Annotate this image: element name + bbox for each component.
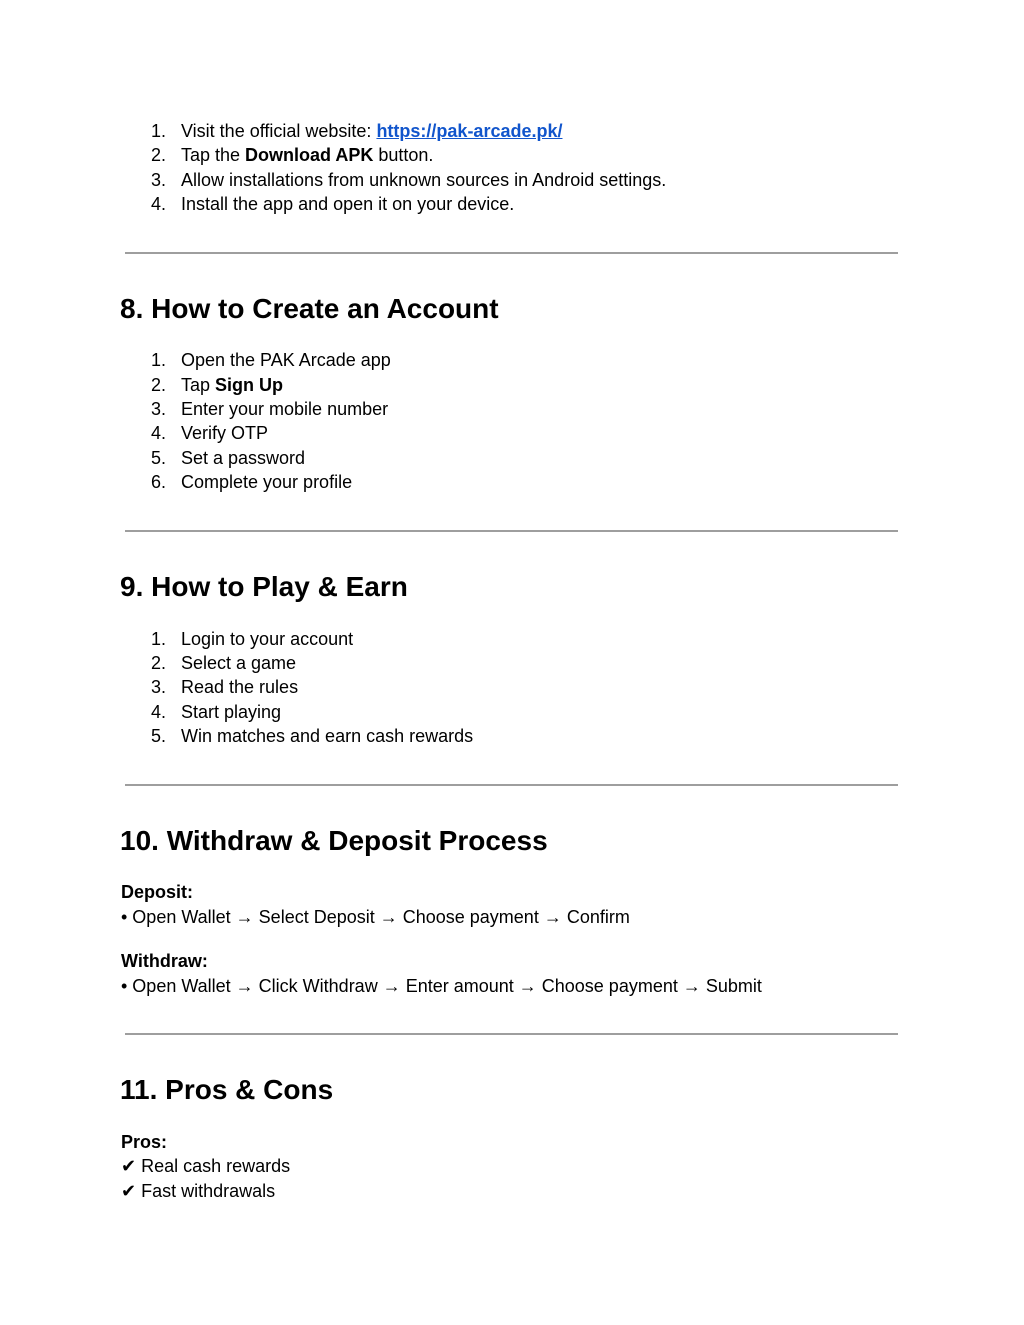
item-text: Complete your profile — [181, 472, 353, 492]
item-text: Login to your account — [181, 629, 354, 649]
item-text-pre: Visit the official website: — [181, 121, 377, 141]
pros-item: ✔ Fast withdrawals — [121, 1181, 276, 1201]
item-number: 3. — [151, 677, 167, 697]
section-heading: 10. Withdraw & Deposit Process — [120, 825, 548, 856]
item-number: 5. — [151, 726, 167, 746]
item-text — [181, 143, 433, 167]
item-text: Verify OTP — [181, 423, 269, 443]
withdraw-label: Withdraw: — [121, 951, 208, 971]
divider — [125, 252, 898, 254]
item-number: 4. — [151, 423, 167, 443]
item-number: 1. — [151, 121, 167, 141]
item-text: Install the app and open it on your device. — [181, 194, 515, 214]
withdraw-flow: • Open Wallet → Click Withdraw → Enter amount → Choose payment → Submit — [121, 976, 762, 996]
section-heading: 9. How to Play & Earn — [120, 571, 408, 602]
item-text-post: button. — [373, 145, 434, 165]
item-text: Win matches and earn cash rewards — [181, 726, 474, 746]
item-number: 2. — [151, 653, 167, 673]
item-number: 3. — [151, 170, 167, 190]
deposit-flow: • Open Wallet → Select Deposit → Choose payment → Confirm — [121, 907, 630, 927]
deposit-label: Deposit: — [121, 882, 193, 902]
website-link[interactable]: https://pak-arcade.pk/ — [376, 121, 563, 141]
item-text: Select a game — [181, 653, 297, 673]
section-heading: 11. Pros & Cons — [120, 1074, 334, 1105]
item-number: 4. — [151, 194, 167, 214]
pros-label: Pros: — [121, 1132, 168, 1152]
item-number: 4. — [151, 702, 167, 722]
pros-item: ✔ Real cash rewards — [121, 1156, 291, 1176]
item-text: Allow installations from unknown sources in Android settings. — [181, 170, 667, 190]
item-number: 6. — [151, 472, 167, 492]
item-text-bold: Sign Up — [215, 375, 284, 395]
item-text: Start playing — [181, 702, 282, 722]
item-number: 1. — [151, 629, 167, 649]
item-number: 2. — [151, 145, 167, 165]
divider — [125, 784, 898, 786]
item-text: Read the rules — [181, 677, 299, 697]
item-number: 5. — [151, 448, 167, 468]
item-text — [181, 373, 283, 397]
divider — [125, 1033, 898, 1035]
item-text-bold: Download APK — [245, 145, 374, 165]
divider — [125, 530, 898, 532]
item-number: 1. — [151, 350, 167, 370]
item-number: 3. — [151, 399, 167, 419]
item-text-pre: Tap — [181, 375, 216, 395]
item-text: Set a password — [181, 448, 306, 468]
item-number: 2. — [151, 375, 167, 395]
item-text-pre: Tap the — [181, 145, 246, 165]
item-text: Open the PAK Arcade app — [181, 350, 391, 370]
section-heading: 8. How to Create an Account — [120, 293, 499, 324]
item-text — [181, 119, 562, 143]
item-text: Enter your mobile number — [181, 399, 389, 419]
